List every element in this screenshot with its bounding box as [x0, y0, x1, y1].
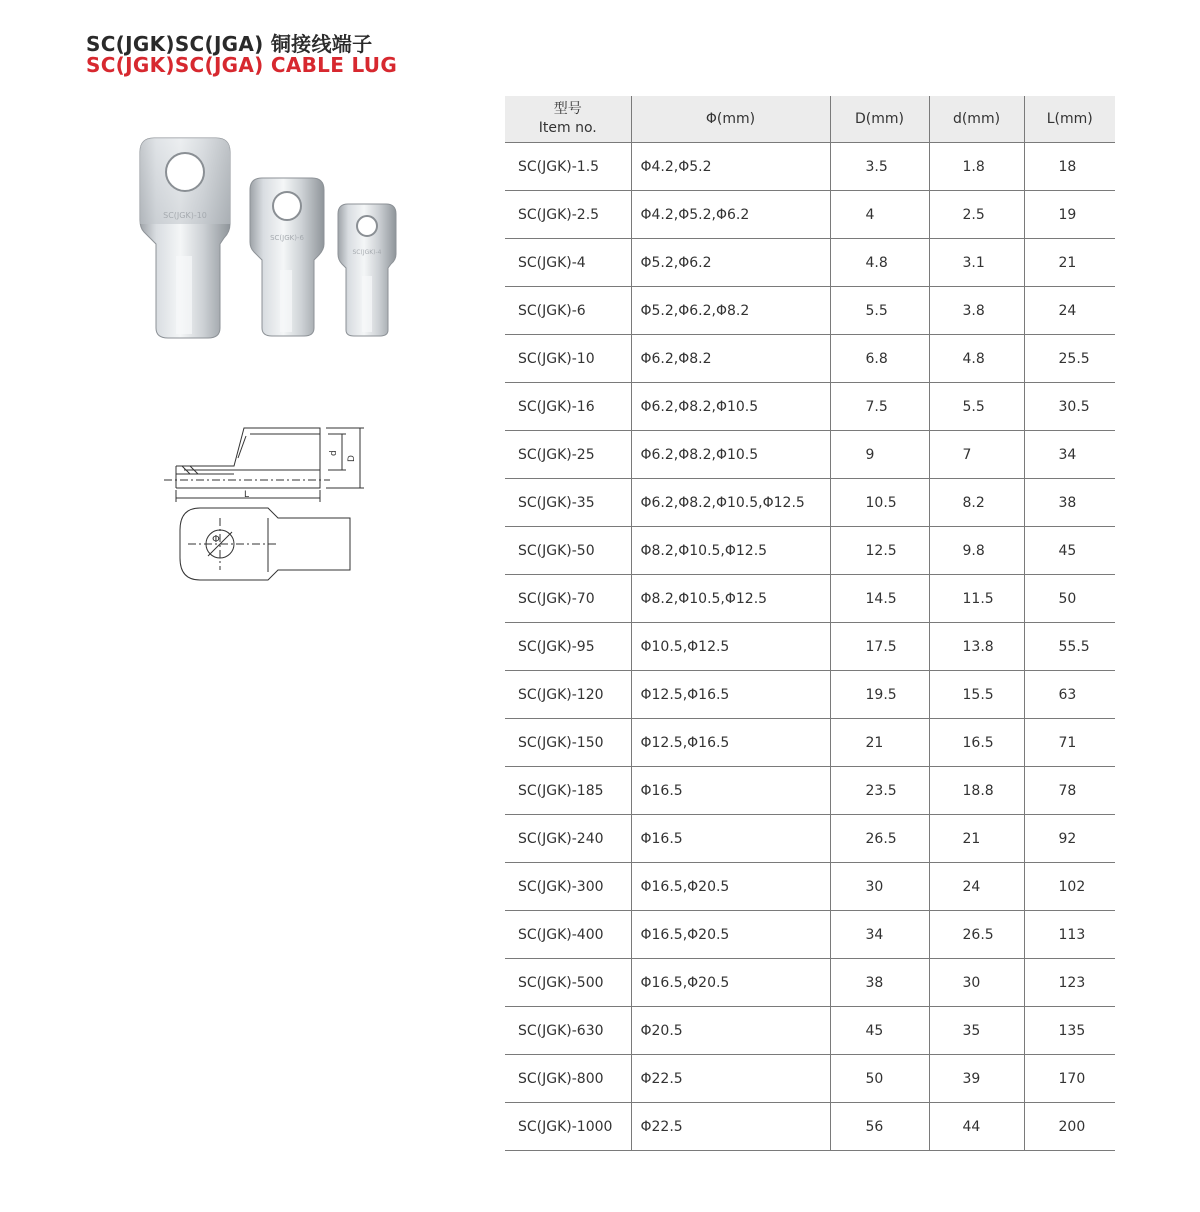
cell-d-inner: 30: [929, 959, 1024, 1007]
cell-D: 6.8: [830, 335, 929, 383]
cell-L: 25.5: [1024, 335, 1115, 383]
table-row: [505, 191, 1115, 239]
table-row: [505, 143, 1115, 191]
cell-item: SC(JGK)-120: [505, 671, 631, 719]
cell-L: 24: [1024, 287, 1115, 335]
cell-item: SC(JGK)-300: [505, 863, 631, 911]
cell-L: 34: [1024, 431, 1115, 479]
table-row: [505, 335, 1115, 383]
cell-D: 38: [830, 959, 929, 1007]
cell-D: 23.5: [830, 767, 929, 815]
cell-phi: Φ16.5,Φ20.5: [631, 911, 830, 959]
cell-item: SC(JGK)-50: [505, 527, 631, 575]
cell-L: 170: [1024, 1055, 1115, 1103]
cell-item: SC(JGK)-240: [505, 815, 631, 863]
cell-L: 102: [1024, 863, 1115, 911]
dim-label-phi: Φ: [212, 534, 220, 545]
cell-d-inner: 24: [929, 863, 1024, 911]
table-row: [505, 1055, 1115, 1103]
cell-d-inner: 35: [929, 1007, 1024, 1055]
cell-L: 135: [1024, 1007, 1115, 1055]
header-item-no: [505, 96, 631, 143]
cell-d-inner: 9.8: [929, 527, 1024, 575]
cell-D: 10.5: [830, 479, 929, 527]
cell-L: 45: [1024, 527, 1115, 575]
cell-L: 63: [1024, 671, 1115, 719]
medium-lug: [250, 178, 324, 336]
cell-d-inner: 15.5: [929, 671, 1024, 719]
cell-item: SC(JGK)-1000: [505, 1103, 631, 1151]
cell-D: 17.5: [830, 623, 929, 671]
cell-d-inner: 44: [929, 1103, 1024, 1151]
cell-d-inner: 7: [929, 431, 1024, 479]
cell-d-inner: 1.8: [929, 143, 1024, 191]
cell-phi: Φ22.5: [631, 1103, 830, 1151]
page-title-en: SC(JGK)SC(JGA) CABLE LUG: [86, 53, 398, 77]
cell-D: 12.5: [830, 527, 929, 575]
cell-d-inner: 4.8: [929, 335, 1024, 383]
cell-phi: Φ16.5,Φ20.5: [631, 959, 830, 1007]
cell-item: SC(JGK)-10: [505, 335, 631, 383]
table-row: [505, 623, 1115, 671]
table-row: [505, 1007, 1115, 1055]
cell-item: SC(JGK)-185: [505, 767, 631, 815]
cell-d-inner: 8.2: [929, 479, 1024, 527]
cell-d-inner: 3.8: [929, 287, 1024, 335]
cell-L: 200: [1024, 1103, 1115, 1151]
cell-D: 30: [830, 863, 929, 911]
cell-item: SC(JGK)-25: [505, 431, 631, 479]
cell-L: 21: [1024, 239, 1115, 287]
engraving-medium: SC(JGK)-6: [270, 234, 304, 242]
header-item-cn: 型号: [553, 101, 582, 117]
cell-D: 19.5: [830, 671, 929, 719]
table-row: [505, 815, 1115, 863]
cell-item: SC(JGK)-500: [505, 959, 631, 1007]
cell-D: 34: [830, 911, 929, 959]
table-row: [505, 671, 1115, 719]
cell-L: 113: [1024, 911, 1115, 959]
cell-item: SC(JGK)-1.5: [505, 143, 631, 191]
cell-D: 5.5: [830, 287, 929, 335]
cell-D: 26.5: [830, 815, 929, 863]
cell-item: SC(JGK)-6: [505, 287, 631, 335]
cell-phi: Φ4.2,Φ5.2: [631, 143, 830, 191]
cell-D: 56: [830, 1103, 929, 1151]
cell-item: SC(JGK)-70: [505, 575, 631, 623]
header-D: D(mm): [830, 96, 929, 143]
cell-phi: Φ6.2,Φ8.2,Φ10.5,Φ12.5: [631, 479, 830, 527]
table-row: [505, 383, 1115, 431]
cell-item: SC(JGK)-800: [505, 1055, 631, 1103]
cell-D: 45: [830, 1007, 929, 1055]
table-row: [505, 527, 1115, 575]
cell-d-inner: 5.5: [929, 383, 1024, 431]
cell-phi: Φ5.2,Φ6.2,Φ8.2: [631, 287, 830, 335]
cell-d-inner: 3.1: [929, 239, 1024, 287]
cell-item: SC(JGK)-400: [505, 911, 631, 959]
cell-item: SC(JGK)-35: [505, 479, 631, 527]
cell-item: SC(JGK)-2.5: [505, 191, 631, 239]
cell-phi: Φ8.2,Φ10.5,Φ12.5: [631, 527, 830, 575]
cell-d-inner: 13.8: [929, 623, 1024, 671]
cell-L: 50: [1024, 575, 1115, 623]
cell-phi: Φ16.5: [631, 767, 830, 815]
cell-phi: Φ6.2,Φ8.2: [631, 335, 830, 383]
cell-L: 18: [1024, 143, 1115, 191]
cable-lug-product-photo: [128, 132, 418, 346]
cell-D: 50: [830, 1055, 929, 1103]
cell-D: 9: [830, 431, 929, 479]
cell-phi: Φ10.5,Φ12.5: [631, 623, 830, 671]
cell-D: 21: [830, 719, 929, 767]
table-row: [505, 287, 1115, 335]
table-row: [505, 767, 1115, 815]
dim-label-D: D: [347, 455, 357, 462]
cell-L: 30.5: [1024, 383, 1115, 431]
cell-phi: Φ12.5,Φ16.5: [631, 719, 830, 767]
small-lug: [338, 204, 396, 336]
cell-d-inner: 16.5: [929, 719, 1024, 767]
page-title-cn: SC(JGK)SC(JGA) 铜接线端子: [86, 32, 373, 56]
cell-phi: Φ5.2,Φ6.2: [631, 239, 830, 287]
cell-item: SC(JGK)-150: [505, 719, 631, 767]
table-row: [505, 719, 1115, 767]
table-row: [505, 239, 1115, 287]
table-row: [505, 911, 1115, 959]
table-row: [505, 959, 1115, 1007]
cell-phi: Φ16.5: [631, 815, 830, 863]
cell-D: 4: [830, 191, 929, 239]
cell-d-inner: 11.5: [929, 575, 1024, 623]
cell-phi: Φ20.5: [631, 1007, 830, 1055]
cell-phi: Φ12.5,Φ16.5: [631, 671, 830, 719]
dim-label-L: L: [244, 490, 250, 500]
header-phi: Φ(mm): [631, 96, 830, 143]
table-header-row: [505, 96, 1115, 143]
table-row: [505, 575, 1115, 623]
cell-D: 4.8: [830, 239, 929, 287]
cell-L: 78: [1024, 767, 1115, 815]
cell-d-inner: 2.5: [929, 191, 1024, 239]
cell-item: SC(JGK)-630: [505, 1007, 631, 1055]
cell-item: SC(JGK)-4: [505, 239, 631, 287]
cell-phi: Φ4.2,Φ5.2,Φ6.2: [631, 191, 830, 239]
cell-phi: Φ16.5,Φ20.5: [631, 863, 830, 911]
header-d: d(mm): [929, 96, 1024, 143]
cell-phi: Φ8.2,Φ10.5,Φ12.5: [631, 575, 830, 623]
cell-item: SC(JGK)-16: [505, 383, 631, 431]
cell-phi: Φ6.2,Φ8.2,Φ10.5: [631, 431, 830, 479]
cell-phi: Φ22.5: [631, 1055, 830, 1103]
cell-D: 7.5: [830, 383, 929, 431]
cell-L: 92: [1024, 815, 1115, 863]
header-L: L(mm): [1024, 96, 1115, 143]
cell-item: SC(JGK)-95: [505, 623, 631, 671]
cell-L: 38: [1024, 479, 1115, 527]
cell-L: 71: [1024, 719, 1115, 767]
cell-d-inner: 18.8: [929, 767, 1024, 815]
table-row: [505, 863, 1115, 911]
cell-D: 3.5: [830, 143, 929, 191]
header-item-en: Item no.: [538, 120, 597, 136]
cell-D: 14.5: [830, 575, 929, 623]
table-row: [505, 479, 1115, 527]
cell-phi: Φ6.2,Φ8.2,Φ10.5: [631, 383, 830, 431]
cell-d-inner: 39: [929, 1055, 1024, 1103]
cell-d-inner: 26.5: [929, 911, 1024, 959]
spec-table: [505, 96, 1115, 1151]
cell-L: 19: [1024, 191, 1115, 239]
cable-lug-technical-drawing: [160, 418, 380, 588]
engraving-small: SC(JGK)-4: [352, 249, 382, 256]
engraving-large: SC(JGK)-10: [163, 211, 207, 220]
cell-L: 123: [1024, 959, 1115, 1007]
cell-L: 55.5: [1024, 623, 1115, 671]
large-lug: [140, 138, 230, 338]
dim-label-d: d: [329, 450, 339, 456]
table-row: [505, 1103, 1115, 1151]
cell-d-inner: 21: [929, 815, 1024, 863]
table-row: [505, 431, 1115, 479]
